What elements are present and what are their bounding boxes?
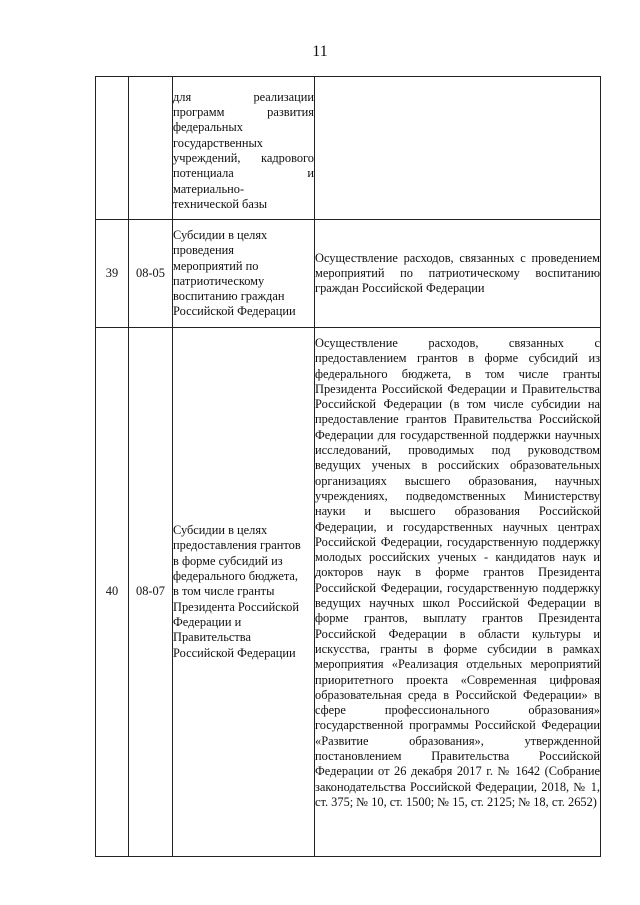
name-line: государственных [173, 135, 264, 150]
row-number-cell: 40 [96, 328, 129, 857]
name-cell [173, 328, 315, 857]
code-cell: 08-05 [129, 220, 173, 328]
name-line: в том числе гранты [173, 584, 275, 599]
description-cell [315, 77, 601, 220]
name-line: потенциала и [173, 166, 314, 181]
code-cell: 08-07 [129, 328, 173, 857]
row-number-cell [96, 77, 129, 220]
name-line: воспитанию граждан [173, 289, 285, 304]
description-cell: Осуществление расходов, связанных с проведением мероприятий по патриотическому воспитанию граждан Российской Федерации [315, 220, 601, 328]
name-line: патриотическому [173, 273, 265, 288]
table-row [96, 220, 601, 328]
name-line: Субсидии в целях [173, 523, 268, 538]
name-line: Федерации и [173, 614, 242, 629]
name-line: Правительства [173, 630, 251, 645]
name-line: федеральных [173, 120, 243, 135]
name-line: федерального бюджета, [173, 569, 298, 584]
name-line: Российской Федерации [173, 304, 296, 319]
name-line: Президента Российской [173, 599, 299, 614]
name-line: технической базы [173, 196, 268, 211]
table-row [96, 77, 601, 220]
code-cell [129, 77, 173, 220]
page-number: 11 [312, 43, 328, 60]
name-line: предоставления грантов [173, 538, 301, 553]
name-line: мероприятий по [173, 258, 259, 273]
name-line: материально- [173, 181, 245, 196]
name-line: Субсидии в целях [173, 228, 268, 242]
name-line: Российской Федерации [173, 645, 296, 660]
row-number-cell: 39 [96, 220, 129, 328]
name-cell [173, 220, 315, 328]
name-line: в форме субсидий из [173, 553, 283, 568]
name-cell [173, 77, 315, 220]
name-line: для реализации [173, 89, 314, 104]
budget-classification-table [95, 76, 601, 857]
description-cell: Осуществление расходов, связанных с предоставлением грантов в форме субсидий из федерального бюджета, в том числе гранты Президента Российской Федерации и Правительства Российской Федерации (в том числе субсидии на предоставление грантов Правительства Российской Федерации для государственной поддержки научных исследований, проводимых под руководством ведущих ученых в российских образовательных организациях высшего образования, научных учреждениях, подведомственных Министерству науки и высшего образования Российской Федерации, и государственных научных центрах Российской Федерации, государственную поддержку молодых российских ученых - кандидатов наук и докторов наук в форме грантов Президента Российской Федерации, государственную поддержку ведущих научных школ Российской Федерации в форме грантов, выплату грантов Президента Российской Федерации в области культуры и искусства, гранты в форме субсидии в рамках мероприятия «Реализация отдельных мероприятий приоритетного проекта «Современная цифровая образовательная среда в Российской Федерации» в сфере профессионального образования» государственной программы Российской Федерации «Развитие образования», утвержденной постановлением Правительства Российской Федерации от 26 декабря 2017 г. № 1642 (Собрание законодательства Российской Федерации, 2018, № 1, ст. 375; № 10, ст. 1500; № 15, ст. 2125; № 18, ст. 2652) [315, 328, 601, 857]
name-line: программ развития [173, 105, 314, 120]
name-line: учреждений, кадрового [173, 151, 314, 165]
name-line: проведения [173, 243, 234, 258]
table-row [96, 328, 601, 857]
